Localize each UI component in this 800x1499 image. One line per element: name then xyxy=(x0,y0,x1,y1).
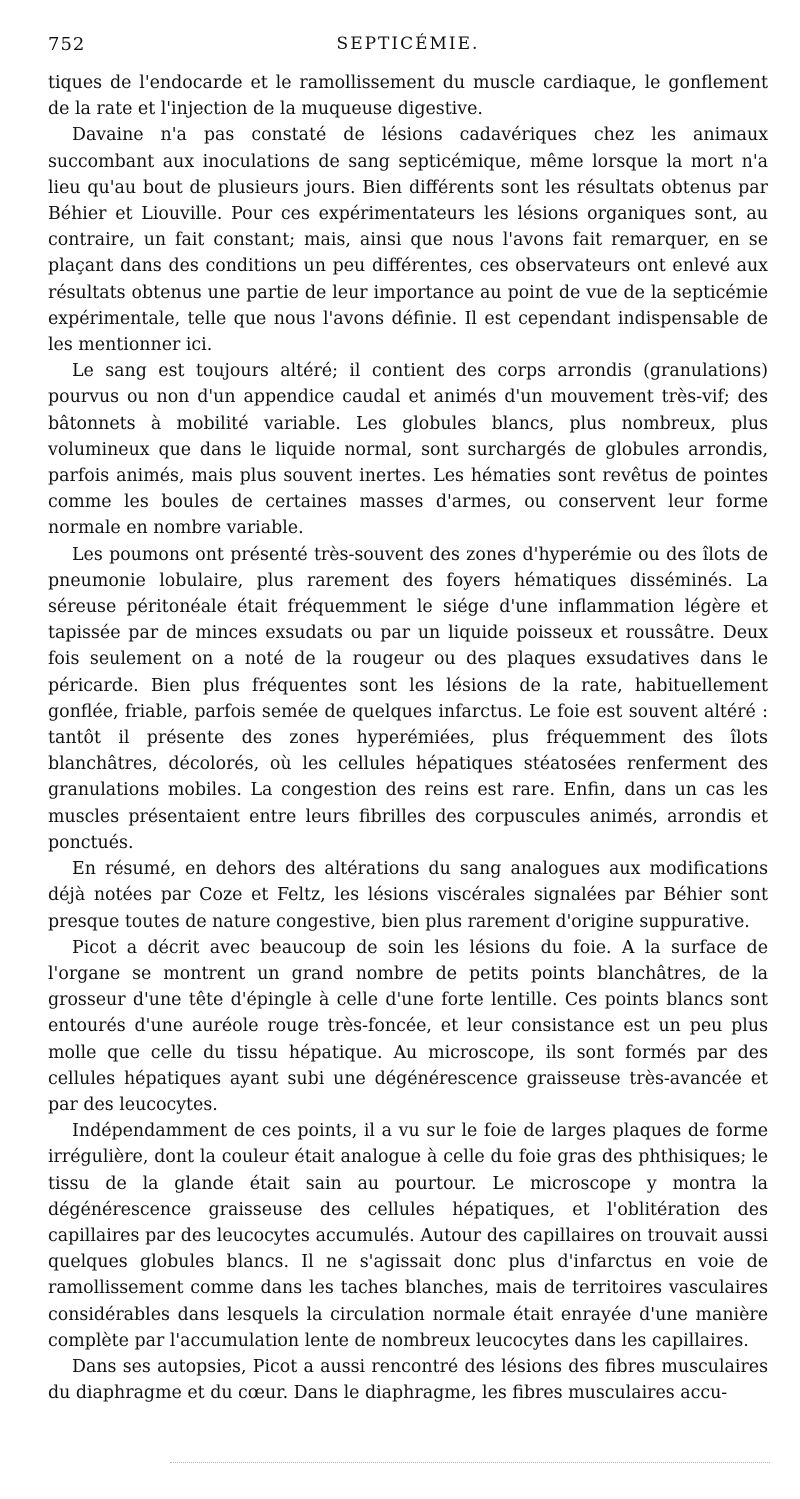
running-head xyxy=(48,34,768,58)
paragraph-davaine: Davaine n'a pas constaté de lésions cadavériques chez les animaux succombant aux inoculations de sang septicémique, même lorsque la mort n'a lieu qu'au bout de plusieurs jours. Bien différents sont les résultats obtenus par Béhier et Liouville. Pour ces expérimentateurs les lésions organiques sont, au contraire, un fait constant; mais, ainsi que nous l'avons fait remarquer, en se plaçant dans des conditions un peu différentes, ces observateurs ont enlevé aux résultats obtenus une partie de leur importance au point de vue de la septicémie expérimentale, telle que nous l'avons définie. Il est cependant indispensable de les mentionner ici. xyxy=(48,125,768,356)
body-text xyxy=(48,70,768,1406)
paragraph-resume: En résumé, en dehors des altérations du sang analogues aux modifications déjà notées par Coze et Feltz, les lésions viscérales signalées par Béhier sont presque toutes de nature congestive, bien plus rarement d'origine suppurative. xyxy=(48,859,768,932)
paragraph-poumons: Les poumons ont présenté très-souvent des zones d'hyperémie ou des îlots de pneumonie lobulaire, plus rarement des foyers hématiques disséminés. La séreuse péritonéale était fréquemment le siége d'une inflammation légère et tapissée par de minces exsudats ou par un liquide poisseux et roussâtre. Deux fois seulement on a noté de la rougeur ou des plaques exsudatives dans le péricarde. Bien plus fréquentes sont les lésions de la rate, habituellement gonflée, friable, parfois semée de quelques infarctus. Le foie est souvent altéré : tantôt il présente des zones hyperémiées, plus fréquemment des îlots blanchâtres, décolorés, où les cellules hépatiques stéatosées renferment des granulations mobiles. La congestion des reins est rare. Enfin, dans un cas les muscles présentaient entre leurs fibrilles des corpuscules animés, arrondis et ponctués. xyxy=(48,544,768,853)
paragraph-continuation: tiques de l'endocarde et le ramollissement du muscle cardiaque, le gonflement de la rate et l'injection de la muqueuse digestive. xyxy=(48,73,768,120)
running-title: SEPTICÉMIE. xyxy=(336,34,480,54)
paragraph-autopsies: Dans ses autopsies, Picot a aussi rencontré des lésions des fibres musculaires du diaphragme et du cœur. Dans le diaphragme, les fibres musculaires accu- xyxy=(48,1356,768,1404)
paragraph-picot-foie: Picot a décrit avec beaucoup de soin les lésions du foie. A la surface de l'organe se montrent un grand nombre de petits points blanchâtres, de la grosseur d'une tête d'épingle à celle d'une forte lentille. Ces points blancs sont entourés d'une auréole rouge très-foncée, et leur consistance est un peu plus molle que celle du tissu hépatique. Au microscope, ils sont formés par des cellules hépatiques ayant subi une dégénérescence graisseuse très-avancée et par des leucocytes. xyxy=(48,937,768,1115)
bleed-through-marks xyxy=(170,1462,770,1465)
paragraph-sang: Le sang est toujours altéré; il contient des corps arrondis (granulations) pourvus ou non d'un appendice caudal et animés d'un mouvement très-vif; des bâtonnets à mobilité variable. Les globules blancs, plus nombreux, plus volumineux que dans le liquide normal, sont surchargés de globules arrondis, parfois animés, mais plus souvent inertes. Les hématies sont revêtus de pointes comme les boules de certaines masses d'armes, ou conservent leur forme normale en nombre variable. xyxy=(48,361,768,539)
paragraph-plaques: Indépendamment de ces points, il a vu sur le foie de larges plaques de forme irrégulière, dont la couleur était analogue à celle du foie gras des phthisiques; le tissu de la glande était sain au pourtour. Le microscope y montra la dégénérescence graisseuse des cellules hépatiques, et l'oblitération des capillaires par des leucocytes accumulés. Autour des capillaires on trouvait aussi quelques globules blancs. Il ne s'agissait donc plus d'infarctus en voie de ramollissement comme dans les taches blanches, mais de territoires vasculaires considérables dans lesquels la circulation normale était enrayée d'une manière complète par l'accumulation lente de nombreux leucocytes dans les capillaires. xyxy=(48,1121,768,1351)
page-number: 752 xyxy=(48,34,86,55)
